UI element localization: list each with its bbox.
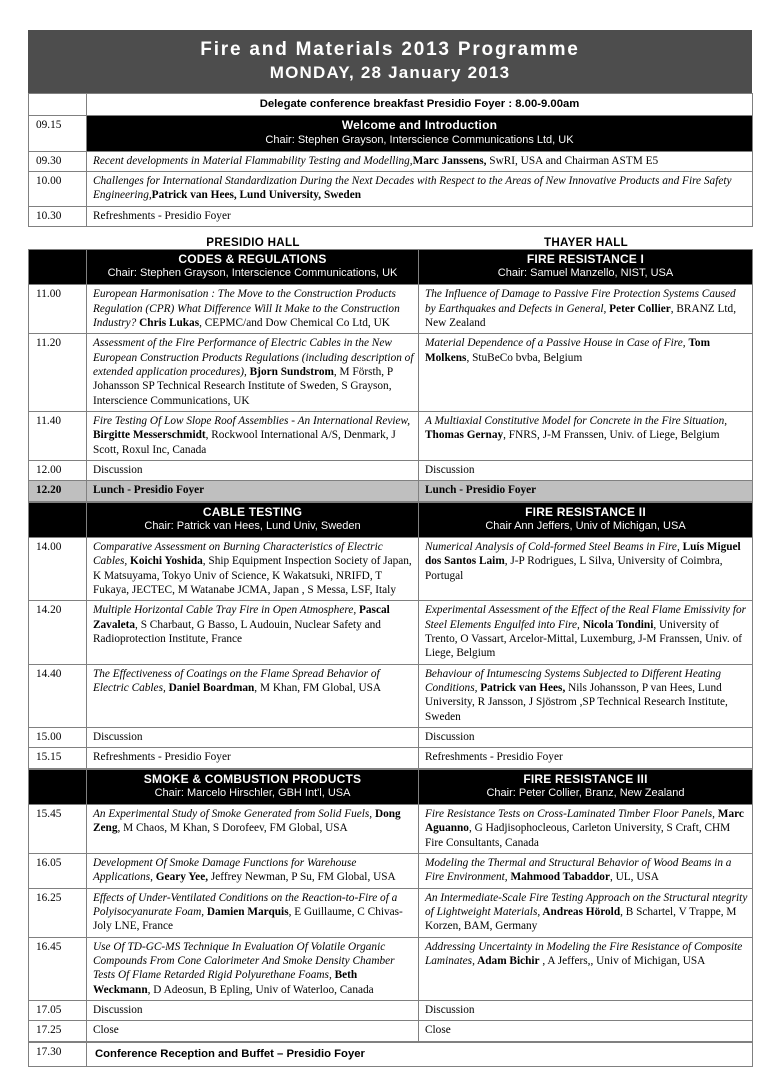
- time-cell: 15.45: [29, 804, 87, 853]
- session-chair: Chair: Samuel Manzello, NIST, USA: [497, 267, 674, 280]
- time-cell: 11.20: [29, 334, 87, 412]
- session-name: CODES & REGULATIONS: [178, 251, 327, 266]
- time-cell: 17.30: [29, 1042, 87, 1066]
- talk-affiliation: Nils Johansson, P van Hees, Lund University, R Jansson, J Sjöstrom ,SP Technical Research Institute, Sweden: [425, 681, 728, 723]
- reception-body: [29, 1042, 753, 1066]
- table-row-refreshments: [29, 748, 753, 768]
- talk-cell-left: [87, 664, 419, 727]
- table-row: [29, 804, 753, 853]
- talk-author: Pascal Zavaleta: [93, 604, 390, 631]
- talk-cell-left: [87, 804, 419, 853]
- table-row: [29, 888, 753, 937]
- talk-affiliation: , BRANZ Ltd, New Zealand: [425, 302, 737, 329]
- time-cell: [29, 94, 87, 116]
- talk-cell-right: [419, 537, 753, 600]
- session-table-1: [28, 249, 753, 502]
- session-name: FIRE RESISTANCE I: [526, 251, 645, 266]
- reception-cell: Conference Reception and Buffet – Presidio Foyer: [87, 1042, 753, 1066]
- talk-cell-left: [87, 937, 419, 1000]
- title-line-1: Fire and Materials 2013 Programme: [200, 39, 580, 60]
- talk-affiliation: , CEPMC/and Dow Chemical Co Ltd, UK: [199, 316, 390, 329]
- refreshments-right: Refreshments - Presidio Foyer: [419, 748, 753, 768]
- session-chair: Chair: Stephen Grayson, Interscience Communications, UK: [107, 267, 398, 280]
- talk-affiliation: SwRI, USA and Chairman ASTM E5: [486, 154, 659, 167]
- table-row: [29, 664, 753, 727]
- session-name: SMOKE & COMBUSTION PRODUCTS: [143, 771, 362, 786]
- talk-title: Fire Resistance Tests on Cross-Laminated Timber Floor Panels,: [425, 807, 715, 820]
- time-cell: 15.00: [29, 727, 87, 747]
- talk-author: Peter Collier: [609, 302, 671, 315]
- talk-cell-right: [419, 853, 753, 888]
- table-row-welcome: [29, 116, 753, 151]
- talk-affiliation: , University of Trento, O Vassart, Arcelor-Mittal, Luxemburg, J-M Franssen, Univ. of Liege, Belgium: [425, 618, 742, 660]
- table-row: [29, 285, 753, 334]
- talk-cell: [87, 171, 753, 206]
- talk-cell-right: [419, 411, 753, 460]
- time-cell: 16.25: [29, 888, 87, 937]
- session-header-spacer: [29, 249, 87, 284]
- talk-title: An Intermediate-Scale Fire Testing Approach on the Structural ntegrity of Lightweight Materials,: [425, 891, 748, 918]
- session-header-right: [419, 249, 753, 284]
- time-cell: 11.40: [29, 411, 87, 460]
- table-row: [29, 853, 753, 888]
- time-cell: 16.45: [29, 937, 87, 1000]
- talk-author: Mahmood Tabaddor: [507, 871, 610, 884]
- talk-title: A Multiaxial Constitutive Model for Concrete in the Fire Situation,: [425, 414, 728, 427]
- table-row-reception: [29, 1042, 753, 1066]
- session-table-3: [28, 769, 753, 1042]
- talk-title: Assessment of the Fire Performance of Electric Cables in the New European Construction Products Regulations (including description of extended application procedures),: [93, 337, 414, 378]
- talk-affiliation: , FNRS, J-M Franssen, Univ. of Liege, Belgium: [503, 429, 720, 442]
- session-chair: Chair: Marcelo Hirschler, GBH Int'l, USA: [154, 786, 351, 799]
- hall-spacer: [28, 236, 86, 249]
- talk-affiliation: , D Adeosun, B Epling, Univ of Waterloo, Canada: [147, 983, 374, 996]
- session-header-row: [29, 249, 753, 284]
- talk-affiliation: , M Chaos, M Khan, S Dorofeev, FM Global, USA: [117, 822, 348, 835]
- refreshments-cell: Refreshments - Presidio Foyer: [87, 206, 753, 226]
- time-cell: 16.05: [29, 853, 87, 888]
- plenary-table: [28, 93, 753, 227]
- talk-author: Beth Weckmann: [93, 969, 358, 996]
- talk-author: Chris Lukas: [136, 316, 200, 329]
- page-title: [28, 30, 752, 93]
- talk-title: Development Of Smoke Damage Functions for Warehouse Applications,: [93, 856, 357, 884]
- table-row-1030: [29, 206, 753, 226]
- talk-cell-right: [419, 664, 753, 727]
- talk-title: Use Of TD-GC-MS Technique In Evaluation Of Volatile Organic Compounds From Cone Calorimeter And Smoke Density Chamber Tests Of Flame Retarded Rigid Polyurethane Foams,: [93, 940, 395, 982]
- title-line-2: MONDAY, 28 January 2013: [269, 63, 511, 83]
- talk-author: Bjorn Sundstrom: [246, 365, 334, 378]
- table-row: [29, 537, 753, 600]
- talk-cell-left: [87, 411, 419, 460]
- session-header-left: [87, 249, 419, 284]
- time-cell: 15.15: [29, 748, 87, 768]
- time-cell: 17.25: [29, 1021, 87, 1041]
- talk-affiliation: , E Guillaume, C Chivas-Joly LNE, France: [93, 905, 403, 933]
- talk-title: Experimental Assessment of the Effect of the Real Flame Emissivity for Steel Elements Engulfed into Fire,: [425, 604, 747, 631]
- talk-author: Daniel Boardman: [165, 681, 255, 694]
- session-table-2: [28, 502, 753, 769]
- table-row-discussion: [29, 727, 753, 747]
- discussion-left: Discussion: [87, 1001, 419, 1021]
- time-cell: 12.00: [29, 460, 87, 480]
- talk-author: Patrick van Hees, Lund University, Sweden: [151, 189, 361, 202]
- time-cell: 09.30: [29, 151, 87, 171]
- talk-cell-left: [87, 537, 419, 600]
- session-chair: Chair Ann Jeffers, Univ of Michigan, USA: [485, 519, 686, 532]
- time-cell: 10.30: [29, 206, 87, 226]
- talk-cell-left: [87, 285, 419, 334]
- session-name: FIRE RESISTANCE III: [523, 771, 648, 786]
- talk-title: An Experimental Study of Smoke Generated from Solid Fuels,: [93, 807, 373, 820]
- session-chair: Chair: Patrick van Hees, Lund Univ, Sweden: [144, 519, 361, 532]
- table-row-breakfast: [29, 94, 753, 116]
- session-header-spacer: [29, 502, 87, 537]
- talk-author: Tom Molkens: [425, 337, 710, 364]
- talk-title: The Influence of Damage to Passive Fire Protection Systems Caused by Earthquakes and Defects in General,: [425, 288, 736, 315]
- talk-cell-left: [87, 853, 419, 888]
- discussion-right: Discussion: [419, 460, 753, 480]
- talk-cell-left: [87, 334, 419, 412]
- time-cell: 09.15: [29, 116, 87, 151]
- talk-author: Thomas Gernay: [425, 429, 504, 442]
- session-header-row: [29, 769, 753, 804]
- reception-table: [28, 1042, 753, 1067]
- talk-title: Addressing Uncertainty in Modeling the Fire Resistance of Composite Laminates,: [425, 940, 743, 967]
- talk-affiliation: , J-P Rodrigues, L Silva, University of Coimbra, Portugal: [425, 555, 723, 582]
- time-cell: 12.20: [29, 481, 87, 501]
- talk-affiliation: , Ship Equipment Inspection Society of Japan, K Matsuyama, Tokyo Univ of Science, K Wakatsuki, NRIFD, T Fukaya, JECTEC, M Watanabe JCMA, Japan , S Messa, LSF, Italy: [93, 555, 412, 596]
- session-body-2: [29, 502, 753, 768]
- table-row: [29, 937, 753, 1000]
- talk-cell: [87, 151, 753, 171]
- time-cell: 10.00: [29, 171, 87, 206]
- talk-author: Marc Janssens,: [412, 154, 487, 167]
- talk-cell-left: [87, 888, 419, 937]
- welcome-title: Welcome and Introduction: [341, 118, 498, 133]
- hall-labels: [28, 236, 752, 249]
- talk-affiliation: , B Schartel, V Trappe, M Korzen, BAM, Germany: [425, 905, 737, 933]
- lunch-left: Lunch - Presidio Foyer: [87, 481, 419, 501]
- discussion-right: Discussion: [419, 727, 753, 747]
- talk-title: European Harmonisation : The Move to the Construction Products Regulation (CPR) What Difference Will It Make to the Construction Industry?: [93, 288, 400, 329]
- talk-title: Recent developments in Material Flammability Testing and Modelling,: [93, 154, 413, 167]
- hall-label-presidio: PRESIDIO HALL: [206, 235, 300, 249]
- time-cell: 14.00: [29, 537, 87, 600]
- talk-author: Koichi Yoshida: [127, 555, 203, 568]
- talk-title: Numerical Analysis of Cold-formed Steel Beams in Fire,: [425, 540, 680, 553]
- lunch-right: Lunch - Presidio Foyer: [419, 481, 753, 501]
- session-name: CABLE TESTING: [202, 504, 303, 519]
- talk-affiliation: Jeffrey Newman, P Su, FM Global, USA: [208, 871, 396, 884]
- talk-author: Marc Aguanno: [425, 807, 744, 835]
- talk-cell-right: [419, 888, 753, 937]
- session-header-right: [419, 769, 753, 804]
- talk-author: Luís Miguel dos Santos Laim: [425, 540, 741, 568]
- table-row: [29, 334, 753, 412]
- talk-author: Dong Zeng: [93, 807, 401, 835]
- talk-cell-right: [419, 334, 753, 412]
- talk-affiliation: , M Khan, FM Global, USA: [254, 681, 382, 694]
- talk-title: Effects of Under-Ventilated Conditions on the Reaction-to-Fire of a Polyisocyanurate Foam,: [93, 891, 398, 918]
- talk-affiliation: , G Hadjisophocleous, Carleton University, S Craft, CHM Fire Consultants, Canada: [425, 822, 731, 849]
- table-row-lunch: [29, 481, 753, 501]
- talk-author: Geary Yee,: [152, 871, 209, 884]
- talk-affiliation: , UL, USA: [609, 871, 659, 884]
- session-chair: Chair: Peter Collier, Branz, New Zealand: [486, 786, 685, 799]
- talk-title: Material Dependence of a Passive House in Case of Fire,: [425, 337, 686, 350]
- talk-affiliation: , Rockwool International A/S, Denmark, J Scott, Roxul Inc, Canada: [93, 429, 396, 456]
- session-header-right: [419, 502, 753, 537]
- time-cell: 11.00: [29, 285, 87, 334]
- talk-author: Adam Bichir: [474, 954, 540, 967]
- talk-author: Damien Marquis: [204, 905, 289, 918]
- discussion-right: Discussion: [419, 1001, 753, 1021]
- session-body-1: [29, 249, 753, 501]
- talk-title: Fire Testing Of Low Slope Roof Assemblies - An International Review,: [93, 414, 411, 427]
- session-name: FIRE RESISTANCE II: [525, 504, 646, 519]
- time-cell: 17.05: [29, 1001, 87, 1021]
- table-row-close: [29, 1021, 753, 1041]
- session-body-3: [29, 769, 753, 1041]
- talk-cell-right: [419, 804, 753, 853]
- table-row-1000: [29, 171, 753, 206]
- talk-title: Multiple Horizontal Cable Tray Fire in Open Atmosphere,: [93, 604, 357, 617]
- breakfast-cell: Delegate conference breakfast Presidio Foyer : 8.00-9.00am: [87, 94, 753, 116]
- talk-title: Modeling the Thermal and Structural Behavior of Wood Beams in a Fire Environment,: [425, 856, 732, 884]
- talk-affiliation: , S Charbaut, G Basso, L Audouin, Nuclear Safety and Radioprotection Institute, France: [93, 618, 381, 645]
- discussion-left: Discussion: [87, 727, 419, 747]
- welcome-chair: Chair: Stephen Grayson, Interscience Communications Ltd, UK: [265, 133, 574, 146]
- time-cell: 14.40: [29, 664, 87, 727]
- talk-affiliation: , M Försth, P Johansson SP Technical Research Institute of Sweden, S Grayson, Interscience Communications, UK: [93, 365, 393, 407]
- talk-title: Challenges for International Standardization During the Next Decades with Respect to the Areas of New Innovative Products and Fire Safety Engineering,: [93, 174, 732, 202]
- talk-title: Behaviour of Intumescing Systems Subjected to Different Heating Conditions,: [425, 667, 722, 694]
- talk-cell-right: [419, 285, 753, 334]
- welcome-banner: [87, 116, 753, 151]
- session-header-left: [87, 502, 419, 537]
- talk-cell-right: [419, 937, 753, 1000]
- talk-cell-right: [419, 601, 753, 664]
- talk-title: Comparative Assessment on Burning Characteristics of Electric Cables,: [93, 540, 383, 568]
- hall-label-thayer: THAYER HALL: [543, 235, 629, 249]
- time-cell: 14.20: [29, 601, 87, 664]
- talk-affiliation: , A Jeffers,, Univ of Michigan, USA: [539, 954, 706, 967]
- table-row-discussion: [29, 460, 753, 480]
- plenary-body: [29, 94, 753, 227]
- talk-cell-left: [87, 601, 419, 664]
- session-header-spacer: [29, 769, 87, 804]
- refreshments-left: Refreshments - Presidio Foyer: [87, 748, 419, 768]
- close-left: Close: [87, 1021, 419, 1041]
- session-header-row: [29, 502, 753, 537]
- table-row: [29, 601, 753, 664]
- close-right: Close: [419, 1021, 753, 1041]
- talk-author: Patrick van Hees,: [477, 681, 566, 694]
- table-row-0930: [29, 151, 753, 171]
- talk-author: Andreas Hörold: [540, 905, 621, 918]
- talk-author: Birgitte Messerschmidt: [93, 429, 206, 442]
- session-header-left: [87, 769, 419, 804]
- table-row-discussion: [29, 1001, 753, 1021]
- discussion-left: Discussion: [87, 460, 419, 480]
- table-row: [29, 411, 753, 460]
- talk-title: The Effectiveness of Coatings on the Flame Spread Behavior of Electric Cables,: [93, 667, 380, 694]
- talk-affiliation: , StuBeCo bvba, Belgium: [466, 351, 583, 364]
- talk-author: Nicola Tondini: [579, 618, 654, 631]
